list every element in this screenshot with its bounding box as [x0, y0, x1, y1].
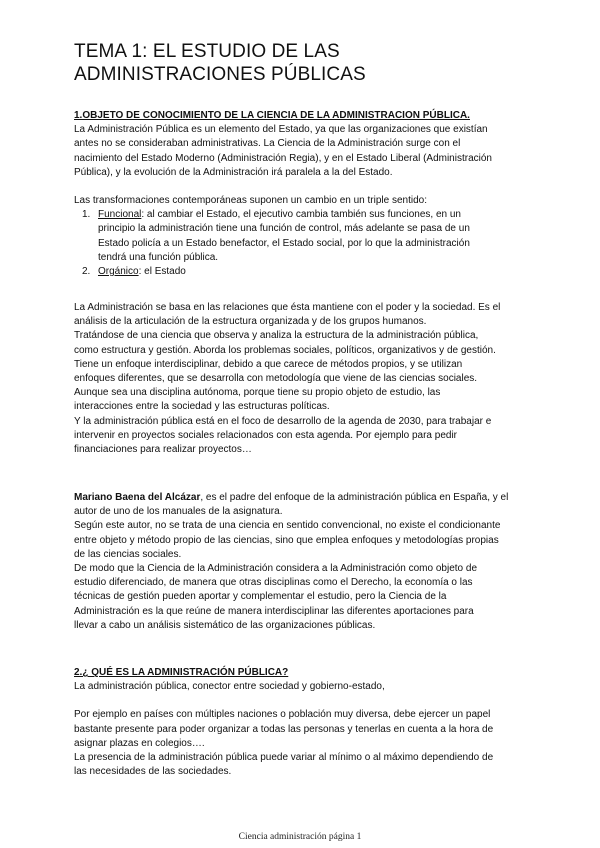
- section-1-line: nacimiento del Estado Moderno (Administración Regia), y en el Estado Liberal (Administración: [74, 152, 492, 164]
- paragraph-line: estudio diferenciado, de manera que otras disciplinas como el Derecho, la economía o las: [74, 577, 473, 589]
- paragraph-line: Aunque sea una disciplina autónoma, porque tiene su propio objeto de estudio, las: [74, 387, 441, 399]
- page-title: [74, 40, 366, 86]
- section-2: [74, 666, 514, 779]
- section-1: [74, 109, 514, 279]
- list-item-text: : el Estado: [138, 266, 186, 278]
- section-1-line: Pública), y la evolución de la Administración irá paralela a la del Estado.: [74, 166, 393, 178]
- section-2-line: bastante presente para poder organizar a todas las personas y tenerlas en cuenta a la hora de: [74, 723, 494, 735]
- list-item-text: principio la administración tiene una función de control, más adelante se pasa de un: [98, 223, 470, 235]
- section-2-heading: 2.¿ QUÉ ES LA ADMINISTRACIÓN PÚBLICA?: [74, 667, 289, 678]
- list-item-text: : al cambiar el Estado, el ejecutivo cambia también sus funciones, en un: [141, 209, 461, 221]
- list-term: Orgánico: [98, 266, 139, 278]
- section-2-line: asignar plazas en colegios….: [74, 737, 205, 749]
- paragraph-line: enfoques diferentes, que se desarrolla con metodología que viene de las ciencias sociales.: [74, 373, 478, 385]
- list-item-organico: [74, 265, 514, 279]
- section-1-line: antes no se consideraban administrativas. La Ciencia de la Administración surge con el: [74, 138, 461, 150]
- paragraph-line: financiaciones para realizar proyectos…: [74, 444, 252, 456]
- list-number: 1.: [82, 209, 91, 221]
- paragraph-line: intervenir en proyectos sociales relacionados con esta agenda. Por ejemplo para pedir: [74, 429, 458, 441]
- paragraph-line: técnicas de gestión pueden aportar y complementar el estudio, pero la Ciencia de la: [74, 591, 447, 603]
- paragraph-line: Tratándose de una ciencia que observa y analiza la estructura de la administración pública,: [74, 330, 479, 342]
- page-footer: Ciencia administración página 1: [238, 832, 362, 842]
- paragraph-2: [74, 301, 514, 457]
- list-term: Funcional: [98, 209, 142, 221]
- paragraph-line: De modo que la Ciencia de la Administración considera a la Administración como objeto de: [74, 563, 478, 575]
- paragraph-line: Administración es la que reúne de manera interdisciplinar las diferentes aportaciones para: [74, 605, 474, 617]
- paragraph-line: llevar a cabo un análisis sistemático de las organizaciones públicas.: [74, 619, 376, 631]
- section-2-line: Por ejemplo en países con múltiples naciones o población muy diversa, debe ejercer un papel: [74, 709, 491, 721]
- paragraph-line: de las ciencias sociales.: [74, 548, 182, 560]
- list-item-funcional: [74, 208, 514, 265]
- section-2-line: La administración pública, conector entre sociedad y gobierno-estado,: [74, 681, 385, 693]
- paragraph-line: como estructura y gestión. Aborda los problemas sociales, políticos, organizativos y de gestión.: [74, 344, 496, 356]
- list-item-text: tendrá una función pública.: [98, 251, 219, 263]
- paragraph-line: , es el padre del enfoque de la administración pública en España, y el: [200, 492, 509, 503]
- paragraph-line: La Administración se basa en las relaciones que ésta mantiene con el poder y la sociedad. Es el: [74, 302, 501, 313]
- paragraph-line: análisis de la articulación de la estructura organizada y de los grupos humanos.: [74, 316, 427, 328]
- paragraph-line: Tiene un enfoque interdisciplinar, debido a que carece de métodos propios, y se utilizan: [74, 358, 463, 370]
- paragraph-line: Según este autor, no se trata de una ciencia en sentido convencional, no existe el condicionante: [74, 520, 501, 532]
- section-2-line: La presencia de la administración pública puede variar al mínimo o al máximo dependiendo de: [74, 752, 494, 764]
- paragraph-line: autor de uno de los manuales de la asignatura.: [74, 506, 283, 518]
- list-item-text: Estado policía a un Estado benefactor, el Estado social, por lo que la administración: [98, 237, 470, 249]
- section-1-heading: 1.OBJETO DE CONOCIMIENTO DE LA CIENCIA DE LA ADMINISTRACION PÚBLICA.: [74, 110, 470, 121]
- title-line-1: TEMA 1: EL ESTUDIO DE LAS: [74, 41, 340, 62]
- list-number: 2.: [82, 266, 91, 278]
- paragraph-line: Y la administración pública está en el foco de desarrollo de la agenda de 2030, para trabajar e: [74, 415, 492, 427]
- paragraph-line: interacciones entre la sociedad y las estructuras políticas.: [74, 401, 330, 413]
- section-1-intro: Las transformaciones contemporáneas suponen un cambio en un triple sentido:: [74, 195, 427, 207]
- paragraph-3: [74, 491, 514, 633]
- section-1-line: La Administración Pública es un elemento del Estado, ya que las organizaciones que existían: [74, 124, 488, 136]
- paragraph-line: entre objeto y método propio de las ciencias, sino que emplea enfoques y metodologías propias: [74, 534, 499, 546]
- section-2-line: las necesidades de las sociedades.: [74, 766, 232, 778]
- title-line-2: ADMINISTRACIONES PÚBLICAS: [74, 64, 366, 85]
- author-name: Mariano Baena del Alcázar: [74, 492, 201, 503]
